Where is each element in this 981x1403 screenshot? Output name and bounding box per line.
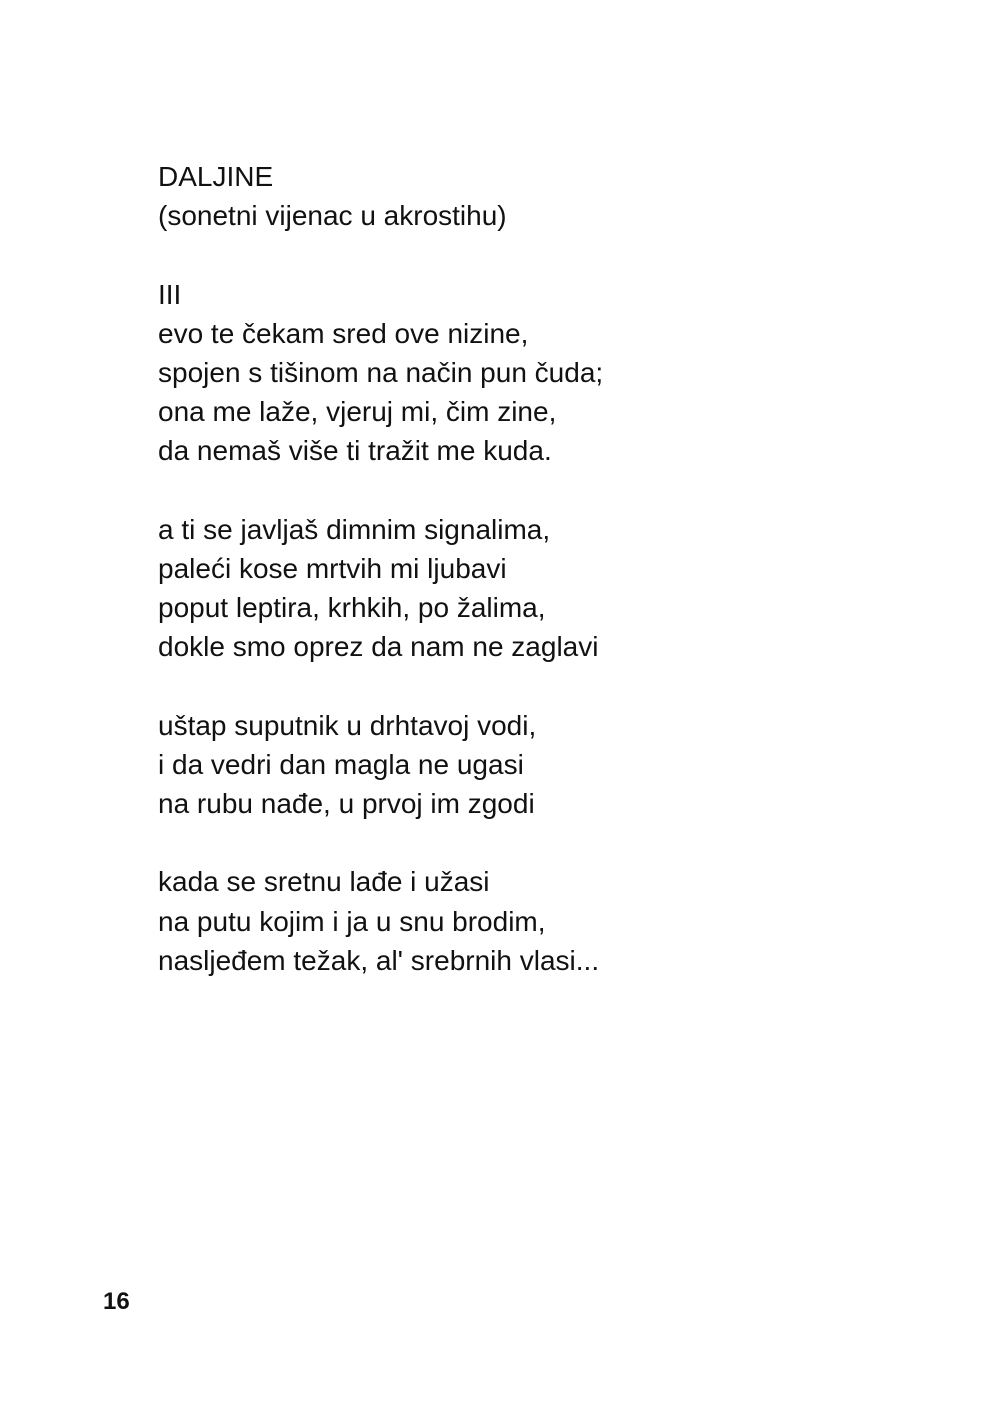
verse-line: na putu kojim i ja u snu brodim, <box>158 905 546 937</box>
verse-line: uštap suputnik u drhtavoj vodi, <box>158 709 537 741</box>
blank-line <box>158 823 858 862</box>
verse-line: nasljeđem težak, al' srebrnih vlasi... <box>158 944 600 976</box>
verse-line: a ti se javljaš dimnim signalima, <box>158 513 551 545</box>
verse-line: evo te čekam sred ove nizine, <box>158 317 529 349</box>
stanza-4 <box>158 862 858 980</box>
poem-title: DALJINE <box>158 161 274 192</box>
stanza-2 <box>158 510 858 667</box>
poem-subtitle: (sonetni vijenac u akrostihu) <box>158 200 507 232</box>
page-number: 16 <box>103 1288 130 1315</box>
verse-line: i da vedri dan magla ne ugasi <box>158 748 524 780</box>
poem <box>158 157 858 980</box>
stanza-3 <box>158 706 858 824</box>
verse-line: poput leptira, krhkih, po žalima, <box>158 592 546 624</box>
blank-line <box>158 666 858 705</box>
verse-line: paleći kose mrtvih mi ljubavi <box>158 552 507 584</box>
section-number: III <box>158 278 182 310</box>
verse-line: da nemaš više ti tražit me kuda. <box>158 435 552 467</box>
verse-line: ona me laže, vjeruj mi, čim zine, <box>158 396 557 428</box>
blank-line <box>158 235 858 274</box>
stanza-1 <box>158 314 858 471</box>
verse-line: dokle smo oprez da nam ne zaglavi <box>158 631 599 663</box>
verse-line: kada se sretnu lađe i užasi <box>158 866 490 898</box>
verse-line: na rubu nađe, u prvoj im zgodi <box>158 788 535 819</box>
verse-line: spojen s tišinom na način pun čuda; <box>158 356 604 388</box>
blank-line <box>158 471 858 510</box>
